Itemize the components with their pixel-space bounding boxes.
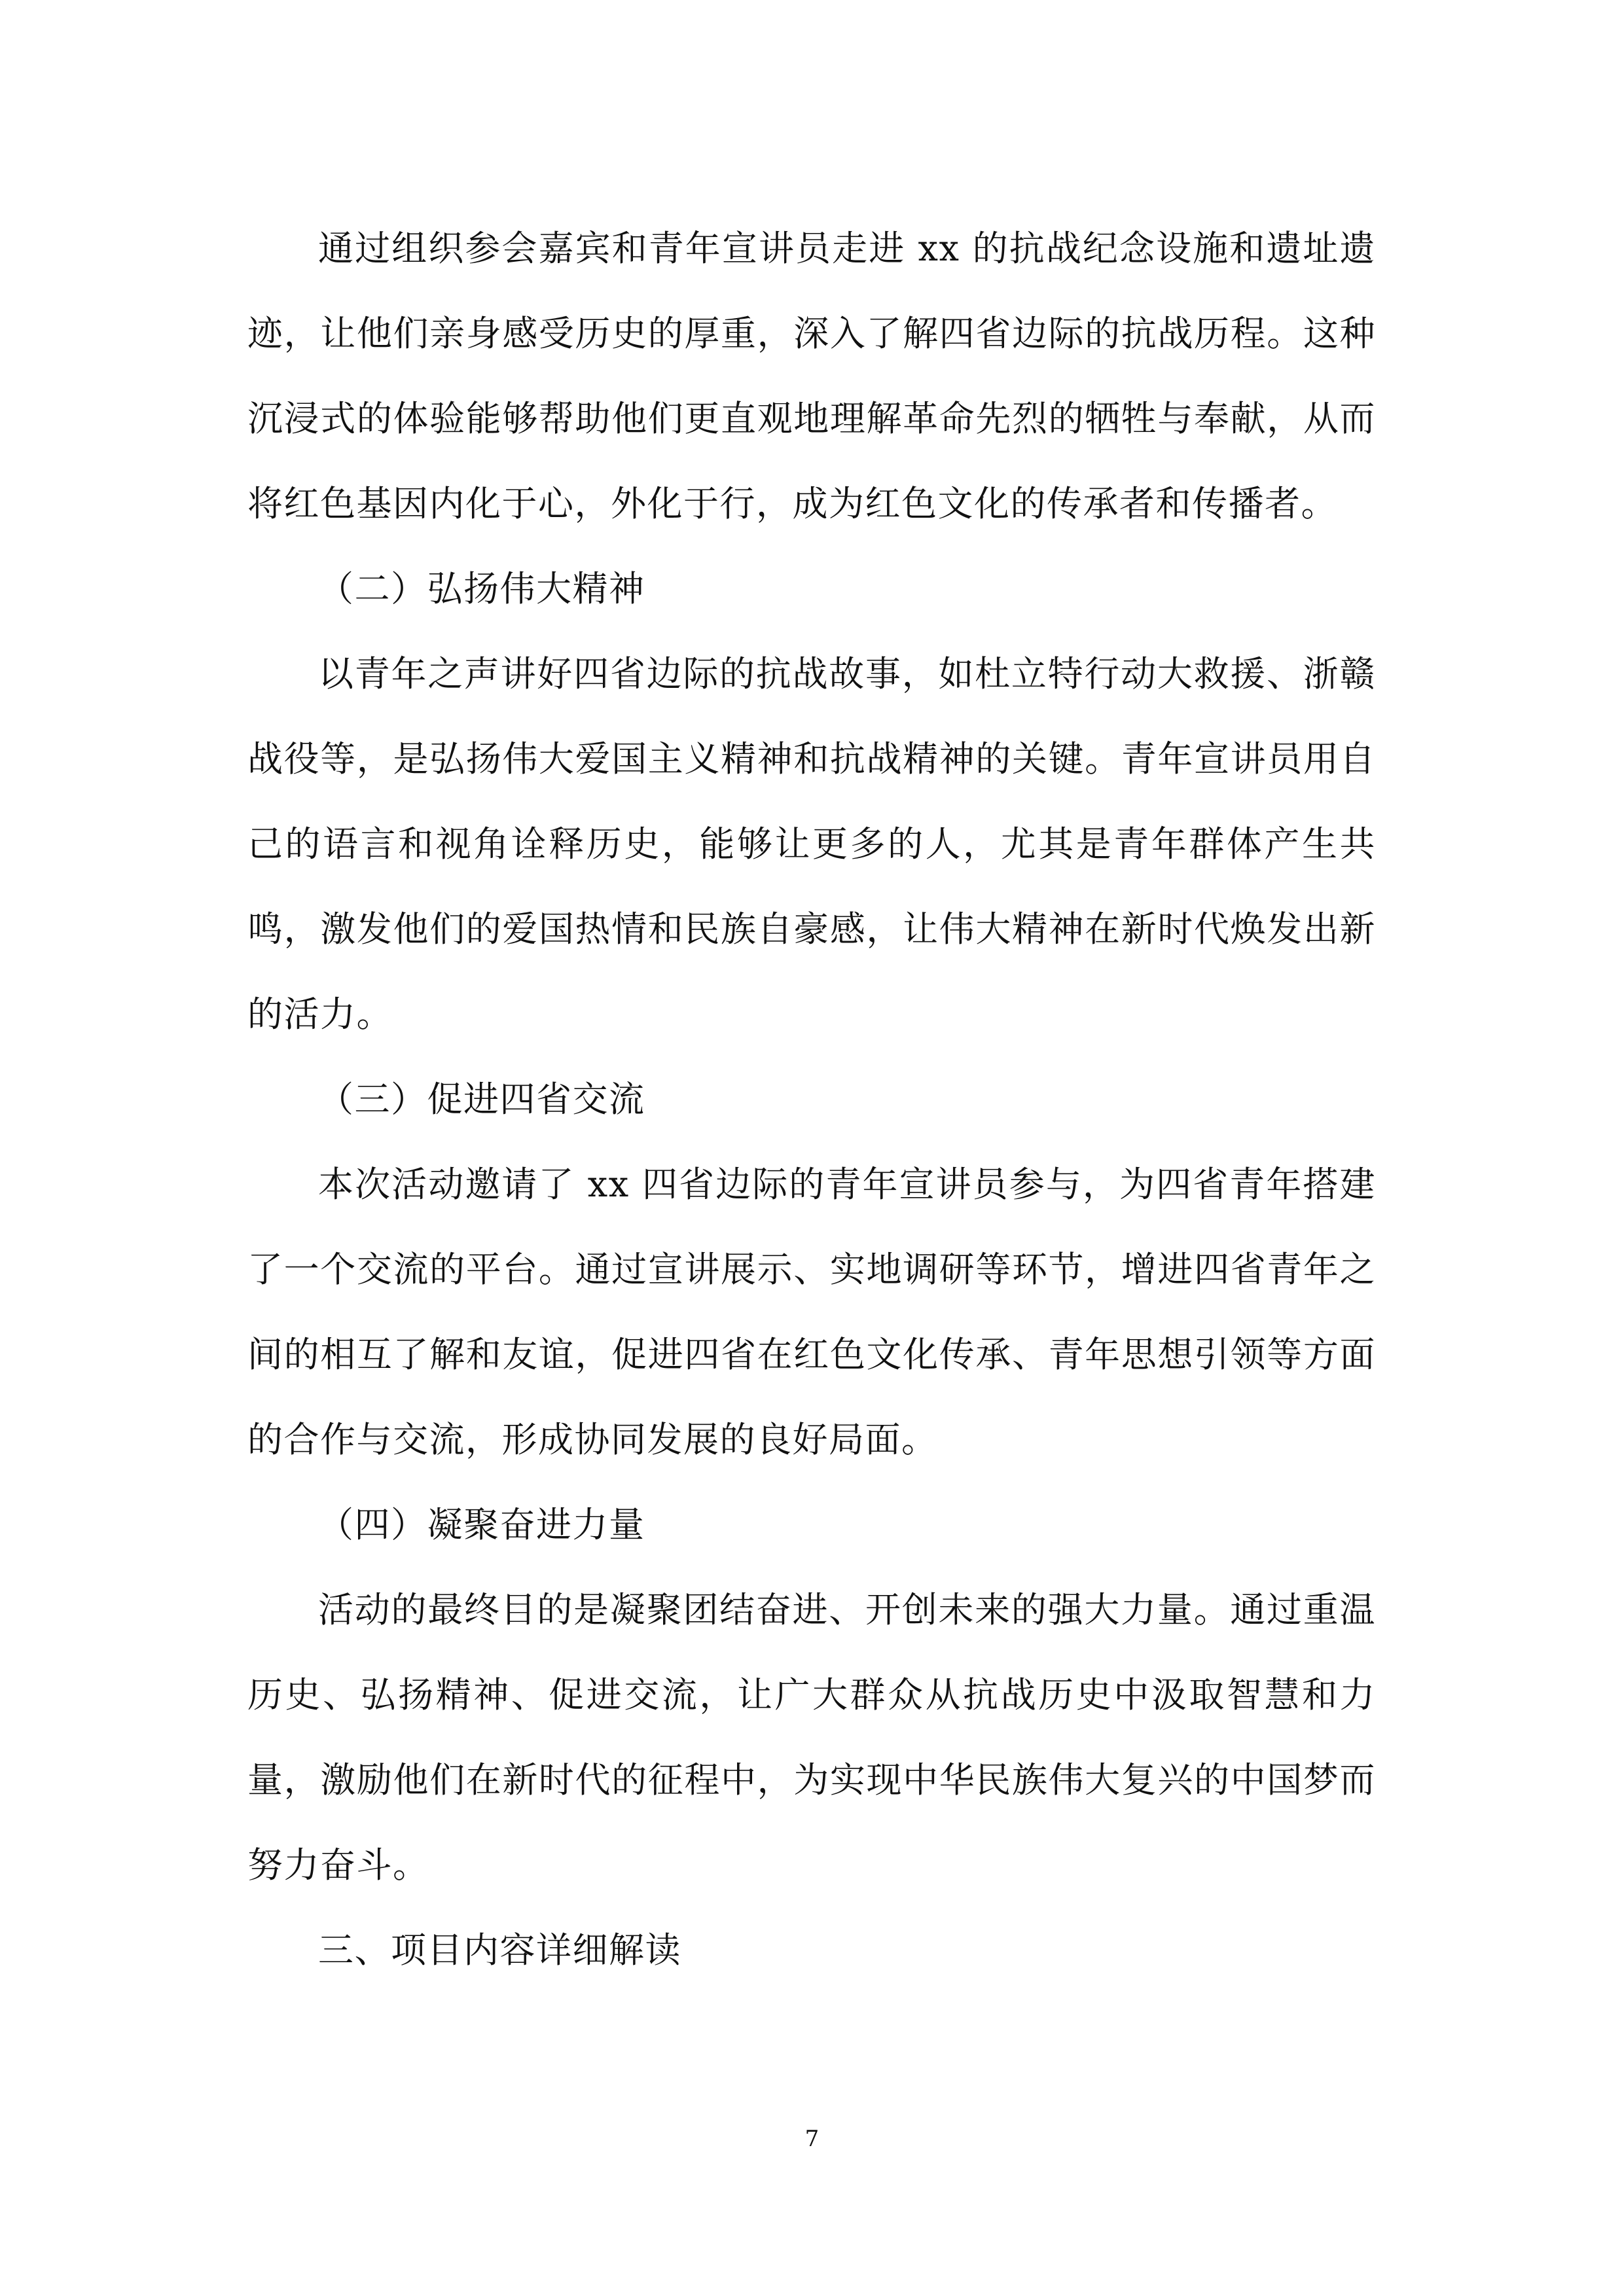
page-body bbox=[247, 206, 1376, 1993]
paragraph-gather-strength: 活动的最终目的是凝聚团结奋进、开创未来的强大力量。通过重温历史、弘扬精神、促进交流，让广大群众从抗战历史中汲取智慧和力量，激励他们在新时代的征程中，为实现中华民族伟大复兴的中国梦而努力奋斗。 bbox=[247, 1589, 1376, 1886]
subheading-gather-strength: （四）凝聚奋进力量 bbox=[318, 1504, 645, 1545]
subheading-promote-spirit: （二）弘扬伟大精神 bbox=[318, 568, 645, 609]
section-heading-project-content: 三、项目内容详细解读 bbox=[318, 1929, 681, 1971]
page-number: 7 bbox=[804, 2126, 820, 2152]
paragraph-promote-spirit: 以青年之声讲好四省边际的抗战故事，如杜立特行动大救援、浙赣战役等，是弘扬伟大爱国主义精神和抗战精神的关键。青年宣讲员用自己的语言和视角诠释历史，能够让更多的人，尤其是青年群体产生共鸣，激发他们的爱国热情和民族自豪感，让伟大精神在新时代焕发出新的活力。 bbox=[247, 653, 1376, 1035]
paragraph-four-province-exchange: 本次活动邀请了 xx 四省边际的青年宣讲员参与，为四省青年搭建了一个交流的平台。通过宣讲展示、实地调研等环节，增进四省青年之间的相互了解和友谊，促进四省在红色文化传承、青年思想引领等方面的合作与交流，形成协同发展的良好局面。 bbox=[247, 1164, 1376, 1460]
paragraph-immersive-experience: 通过组织参会嘉宾和青年宣讲员走进 xx 的抗战纪念设施和遗址遗迹，让他们亲身感受历史的厚重，深入了解四省边际的抗战历程。这种沉浸式的体验能够帮助他们更直观地理解革命先烈的牺牲与奉献，从而将红色基因内化于心，外化于行，成为红色文化的传承者和传播者。 bbox=[247, 228, 1376, 524]
subheading-four-province-exchange: （三）促进四省交流 bbox=[318, 1079, 645, 1120]
